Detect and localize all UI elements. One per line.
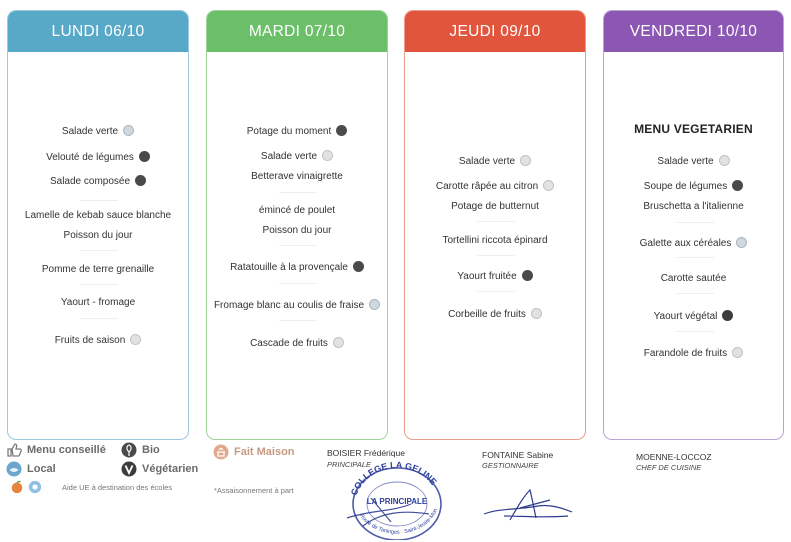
menu-item: Poisson du jour [262, 225, 332, 236]
conseille-icon [322, 150, 333, 161]
menu-item: Carotte râpée au citron [405, 181, 585, 193]
menu-list-mardi [207, 52, 387, 437]
divider [676, 293, 714, 294]
day-title-jeudi: JEUDI 09/10 [405, 11, 585, 52]
day-card-mardi [206, 10, 388, 440]
menu-item: Salade verte [405, 156, 585, 168]
stamp-ring-text: COLLEGE LA GELINE [348, 459, 439, 497]
divider [477, 255, 515, 256]
aide-ue-milk-icon [28, 480, 42, 494]
day-card-jeudi [404, 10, 586, 440]
divider [477, 221, 515, 222]
menu-item: Pomme de terre grenaille [41, 264, 155, 275]
menu-item: Lamelle de kebab sauce blanche [24, 210, 172, 221]
menu-item: Bruschetta a l'italienne [643, 201, 744, 212]
assaisonnement-note: *Assaisonnement à part [214, 486, 294, 495]
menu-item: Tortellini riccota épinard [442, 235, 548, 246]
bio-icon [135, 175, 146, 186]
aide-ue-fruit-icon [10, 480, 24, 494]
menu-item: Yaourt - fromage [60, 297, 136, 308]
conseille-icon [531, 308, 542, 319]
day-title-lundi: LUNDI 06/10 [8, 11, 188, 52]
divider [676, 331, 714, 332]
conseille-icon [719, 155, 730, 166]
thumbs-up-icon [6, 442, 22, 458]
day-title-vendredi: VENDREDI 10/10 [604, 11, 783, 52]
menu-item: Carotte sautée [660, 273, 727, 284]
menu-item: Salade composée [8, 176, 188, 188]
menu-item: Velouté de légumes [8, 152, 188, 164]
bio-icon [522, 270, 533, 281]
conseille-icon [130, 334, 141, 345]
menu-item: Soupe de légumes [604, 181, 783, 193]
day-title-mardi: MARDI 07/10 [207, 11, 387, 52]
divider [80, 284, 118, 285]
menu-list-jeudi [405, 52, 585, 437]
legend-bio: Bio [121, 442, 160, 458]
local-icon [6, 461, 22, 477]
bio-icon [732, 180, 743, 191]
bio-icon [139, 151, 150, 162]
divider [279, 283, 317, 284]
menu-item: émincé de poulet [258, 205, 336, 216]
legend-vegetarien: Végétarien [121, 461, 198, 477]
stamp-bottom-text: Route de Taninges · Saint-Jeoire-Mon [357, 507, 440, 536]
menu-item: Salade verte [8, 126, 188, 138]
chef-cuisine-role: CHEF DE CUISINE [636, 463, 702, 472]
menu-item: Farandole de fruits [604, 348, 783, 360]
menu-item: Salade verte [207, 151, 387, 163]
divider [477, 291, 515, 292]
menu-list-vendredi [604, 52, 783, 437]
menu-item: Galette aux céréales [604, 238, 783, 250]
divider [80, 200, 118, 201]
college-stamp [341, 452, 453, 540]
day-card-lundi [7, 10, 189, 440]
menu-item: Yaourt végétal [604, 311, 783, 323]
menu-item: Poisson du jour [63, 230, 133, 241]
divider [279, 192, 317, 193]
local-icon [736, 237, 747, 248]
divider [279, 320, 317, 321]
menu-item: Fromage blanc au coulis de fraise [207, 300, 387, 312]
menu-item: Ratatouille à la provençale [207, 262, 387, 274]
bio-icon [121, 442, 137, 458]
menu-item: Yaourt fruitée [405, 271, 585, 283]
conseille-icon [543, 180, 554, 191]
menu-item: Fruits de saison [8, 335, 188, 347]
legend-conseille: Menu conseillé [6, 442, 106, 458]
local-icon [369, 299, 380, 310]
conseille-icon [732, 347, 743, 358]
legend-fait-maison: Fait Maison [213, 444, 295, 460]
local-icon [123, 125, 134, 136]
fait-maison-icon [213, 444, 229, 460]
legend-local: Local [6, 461, 56, 477]
divider [676, 257, 714, 258]
principale-role: PRINCIPALE [327, 460, 372, 469]
menu-item: Corbeille de fruits [405, 309, 585, 321]
bio-icon [336, 125, 347, 136]
menu-item: Salade verte [604, 156, 783, 168]
gestionnaire-name: FONTAINE Sabine [482, 450, 554, 460]
menu-item: Cascade de fruits [207, 338, 387, 350]
vegetarien-icon [121, 461, 137, 477]
gestionnaire-signature [480, 486, 575, 526]
divider [279, 245, 317, 246]
menu-item: Potage du moment [207, 126, 387, 138]
divider [80, 318, 118, 319]
bio-icon [353, 261, 364, 272]
chef-cuisine-name: MOENNE-LOCCOZ [636, 452, 712, 462]
menu-heading: MENU VEGETARIEN [634, 122, 753, 136]
day-card-vendredi [603, 10, 784, 440]
divider [676, 222, 714, 223]
principale-name: BOISIER Frédérique [327, 448, 405, 458]
stamp-center-text: LA PRINCIPALE [366, 497, 428, 506]
menu-list-lundi [8, 52, 188, 437]
conseille-icon [520, 155, 531, 166]
menu-item: Potage de butternut [451, 201, 539, 212]
vegetarien-icon [722, 310, 733, 321]
conseille-icon [333, 337, 344, 348]
legend-aide-ue: Aide UE à destination des écoles [10, 480, 172, 494]
divider [80, 250, 118, 251]
menu-item: Betterave vinaigrette [251, 171, 343, 182]
gestionnaire-role: GESTIONNAIRE [482, 461, 539, 470]
